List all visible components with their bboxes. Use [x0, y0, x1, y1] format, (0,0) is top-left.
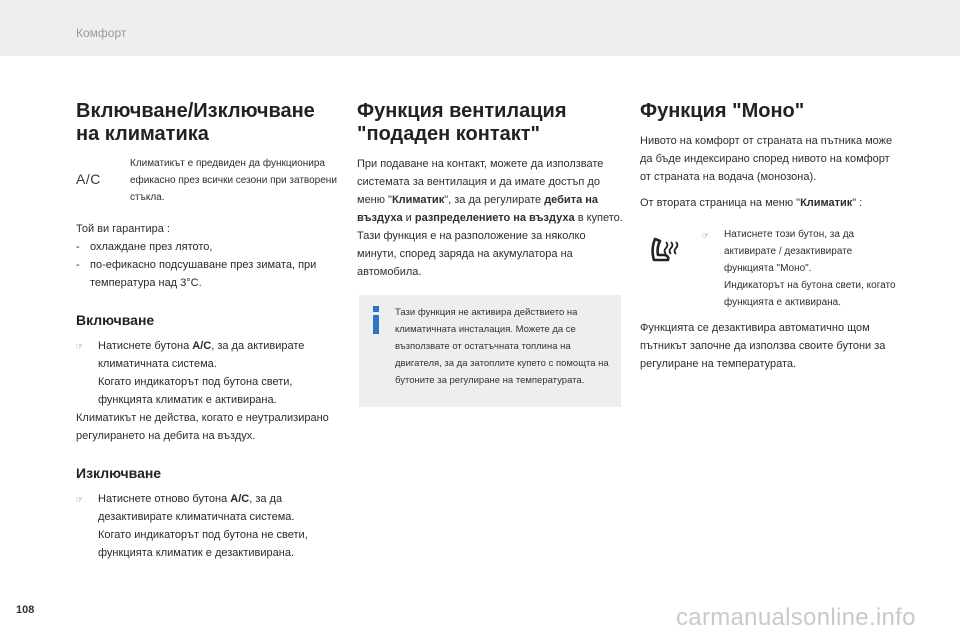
mono-deactivation-text: Функцията се дезактивира автоматично щом пътникът започне да използва своите бутони за регулиране на температурата.: [640, 322, 886, 370]
pointing-finger-icon: ☞: [702, 231, 710, 240]
ventilation-duration-text: Тази функция е на разположение за няколко минути, според заряда на акумулатора на автомобила.: [357, 230, 586, 278]
ac-intro-text: Климатикът е предвиден да функционира ефикасно през всички сезони при затворени стъкла.: [130, 158, 337, 203]
ac-note: Климатикът не действа, когато е неутрализирано регулирането на дебита на въздух.: [76, 412, 329, 442]
ac-button-icon: A/C: [76, 171, 101, 187]
pointing-finger-icon: ☞: [76, 495, 84, 504]
switch-off-instruction: ☞ Натиснете отново бутона A/C, за да дезактивирате климатичната система. Когато индикаторът под бутона не свети, функцията климатик е дезактивирана.: [76, 490, 338, 562]
ventilation-heading: Функция вентилация "подаден контакт": [357, 100, 567, 145]
info-box: [359, 295, 621, 407]
mono-heading: Функция "Моно": [640, 100, 805, 122]
seat-fan-icon: [640, 226, 702, 311]
mono-description: Нивото на комфорт от страната на пътника може да бъде индексирано според нивото на комфорт от страната на водача (монозона).: [640, 135, 893, 183]
mono-instruction: ☞ Натиснете този бутон, за да активирате / дезактивирате функцията "Моно". Индикаторът на бутона свети, когато функцията е активирана.: [640, 226, 902, 311]
column-ventilation: [357, 100, 623, 407]
watermark: carmanualsonline.info: [676, 604, 916, 631]
mono-menu-text: От втората страница на меню "Климатик" :: [640, 197, 863, 209]
page-header: [0, 0, 960, 56]
switch-on-heading: Включване: [76, 312, 155, 328]
ac-intro: [76, 155, 338, 206]
switch-off-heading: Изключване: [76, 465, 162, 481]
ventilation-text: При подаване на контакт, можете да използвате системата за вентилация и да имате достъп до меню "Климатик", за да регулирате дебита на въздуха и разпределението на въздуха в купето.: [357, 158, 623, 224]
list-item: - охлаждане през лятото,: [76, 241, 213, 253]
column-mono: [640, 100, 902, 373]
section-title: Комфорт: [76, 26, 127, 40]
pointing-finger-icon: ☞: [76, 342, 84, 351]
switch-on-instruction: ☞ Натиснете бутона A/C, за да активирате климатичната система. Когато индикаторът под бутона свети, функцията климатик е активирана.: [76, 337, 338, 409]
ac-heading: Включване/Изключване на климатика: [76, 100, 315, 145]
list-item: - по-ефикасно подсушаване през зимата, при температура над 3°C.: [76, 259, 317, 289]
guarantee-text: Той ви гарантира :: [76, 223, 170, 235]
column-ac-on-off: [76, 100, 338, 562]
info-text: Тази функция не активира действието на климатичната инсталация. Можете да се възползвате от остатъчната топлина на двигателя, за да затоплите купето с помощта на бутоните за регулиране на температурата.: [395, 307, 609, 386]
info-icon: [372, 306, 380, 334]
page-number: 108: [16, 604, 35, 616]
